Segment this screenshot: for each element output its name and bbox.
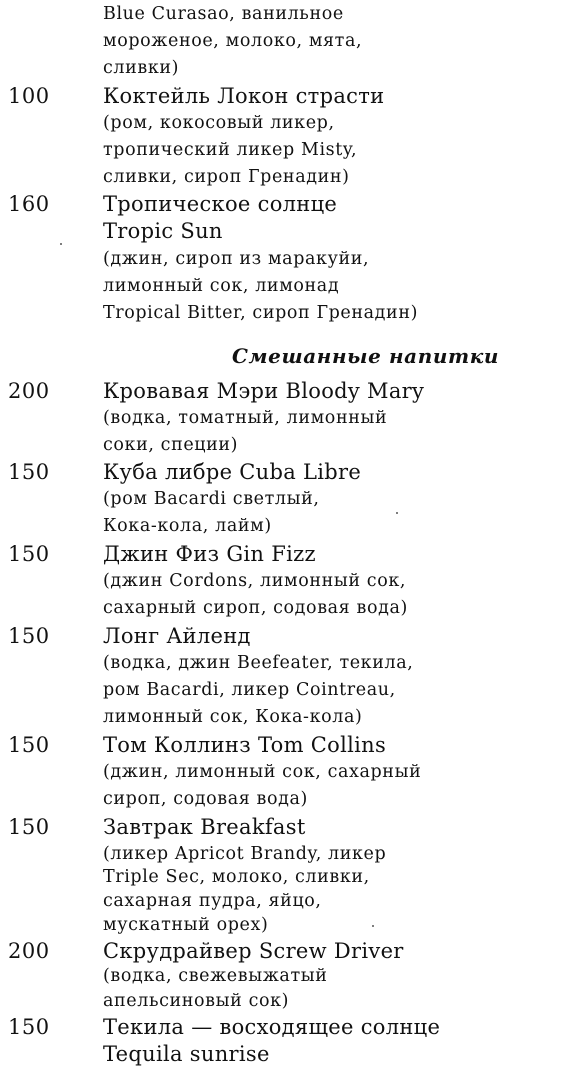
ingredients-line: Blue Curasao, ванильное: [103, 4, 344, 24]
item-name: Куба либре Cuba Libre: [103, 460, 362, 484]
item-name: Завтрак Breakfast: [103, 815, 306, 839]
ingredients-line: (ликер Apricot Brandy, ликер: [103, 844, 387, 864]
ingredients-line: соки, специи): [103, 435, 239, 455]
item-amount: 150: [8, 542, 50, 566]
scan-speck: [372, 925, 374, 927]
item-name: Tequila sunrise: [103, 1042, 270, 1066]
item-amount: 200: [8, 939, 50, 963]
ingredients-line: (водка, джин Beefeater, текила,: [103, 653, 414, 673]
ingredients-line: Triple Sec, молоко, сливки,: [103, 867, 370, 887]
ingredients-line: (водка, свежевыжатый: [103, 966, 328, 986]
item-name: Tropic Sun: [103, 219, 223, 243]
item-name: Скрудрайвер Screw Driver: [103, 939, 404, 963]
item-amount: 100: [8, 84, 50, 108]
item-amount: 150: [8, 815, 50, 839]
item-amount: 150: [8, 460, 50, 484]
ingredients-line: апельсиновый сок): [103, 991, 290, 1011]
ingredients-line: ром Bacardi, ликер Cointreau,: [103, 680, 396, 700]
ingredients-line: мускатный орех): [103, 915, 269, 935]
ingredients-line: тропический ликер Misty,: [103, 140, 358, 160]
ingredients-line: сироп, содовая вода): [103, 789, 308, 809]
item-amount: 150: [8, 624, 50, 648]
item-name: Тропическое солнце: [103, 192, 338, 216]
ingredients-line: (водка, томатный, лимонный: [103, 408, 388, 428]
ingredients-line: сливки): [103, 58, 180, 78]
item-name: Джин Физ Gin Fizz: [103, 542, 316, 566]
scan-speck: [60, 243, 62, 245]
ingredients-line: Кока-кола, лайм): [103, 516, 272, 536]
scan-speck: [396, 512, 398, 514]
ingredients-line: лимонный сок, Кока-кола): [103, 707, 363, 727]
item-name: Кровавая Мэри Bloody Mary: [103, 379, 425, 403]
item-name: Лонг Айленд: [103, 624, 251, 648]
section-title: Смешанные напитки: [232, 344, 500, 368]
ingredients-line: сливки, сироп Гренадин): [103, 167, 350, 187]
item-name: Коктейль Локон страсти: [103, 84, 385, 108]
item-amount: 150: [8, 1015, 50, 1039]
ingredients-line: (ром, кокосовый ликер,: [103, 113, 335, 133]
item-amount: 160: [8, 192, 50, 216]
item-name: Текила — восходящее солнце: [103, 1015, 441, 1039]
ingredients-line: (джин Cordons, лимонный сок,: [103, 571, 407, 591]
ingredients-line: мороженое, молоко, мята,: [103, 31, 363, 51]
ingredients-line: (ром Bacardi светлый,: [103, 489, 320, 509]
item-amount: 200: [8, 379, 50, 403]
item-name: Том Коллинз Tom Collins: [103, 733, 387, 757]
ingredients-line: сахарная пудра, яйцо,: [103, 891, 322, 911]
ingredients-line: (джин, сироп из маракуйи,: [103, 249, 370, 269]
ingredients-line: Tropical Bitter, сироп Гренадин): [103, 303, 419, 323]
ingredients-line: сахарный сироп, содовая вода): [103, 598, 408, 618]
ingredients-line: (джин, лимонный сок, сахарный: [103, 762, 422, 782]
item-amount: 150: [8, 733, 50, 757]
ingredients-line: лимонный сок, лимонад: [103, 276, 340, 296]
